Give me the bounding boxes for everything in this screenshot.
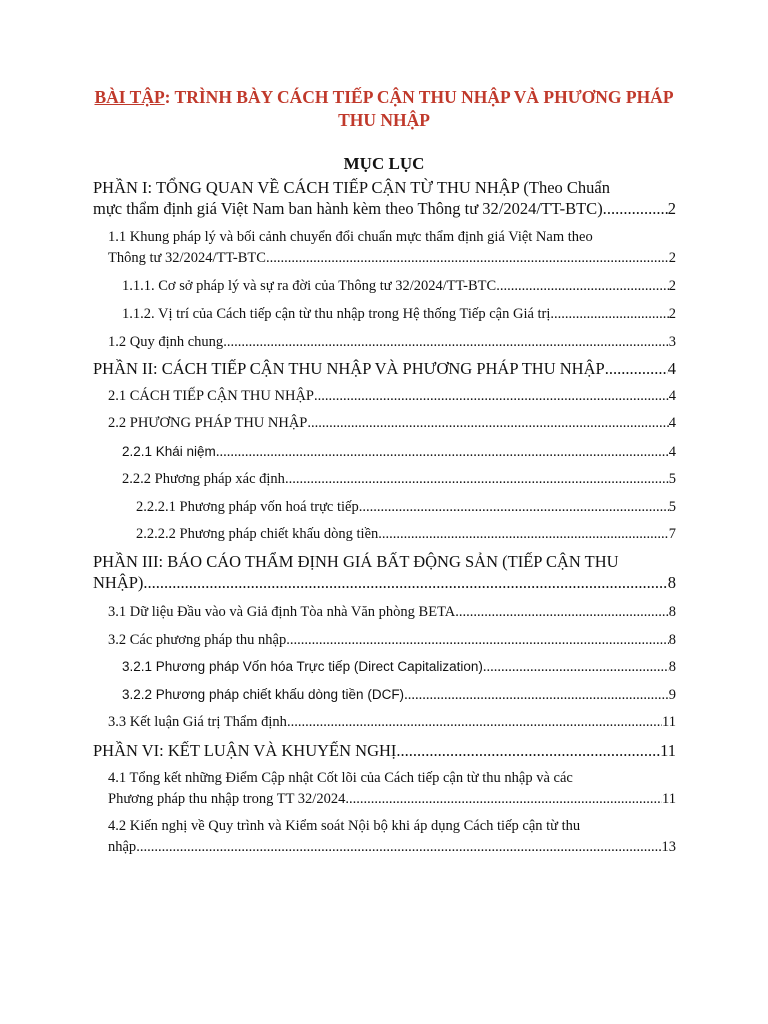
toc-entry-text: 2.1 CÁCH TIẾP CẬN THU NHẬP (108, 388, 314, 404)
toc-entry-text: NHẬP) (93, 573, 144, 592)
toc-entry-text: Phương pháp thu nhập trong TT 32/2024 (108, 791, 346, 807)
toc-entry-text: PHẦN III: BÁO CÁO THẨM ĐỊNH GIÁ BẤT ĐỘNG SẢN (TIẾP CẬN THU (93, 552, 619, 571)
toc-entry-part-3[interactable] (93, 551, 676, 593)
toc-page-number: 8 (667, 573, 676, 592)
toc-entry-text: PHẦN I: TỔNG QUAN VỀ CÁCH TIẾP CẬN TỪ THU NHẬP (Theo Chuẩn (93, 178, 610, 197)
toc-leader-dots (143, 572, 667, 593)
toc-entry-2-2-1[interactable] (122, 441, 676, 463)
toc-leader-dots (605, 358, 668, 379)
toc-leader-dots (286, 630, 669, 651)
toc-page-number: 4 (667, 359, 676, 378)
toc-leader-dots (607, 198, 668, 219)
toc-entry-text: 2.2.2 Phương pháp xác định (122, 471, 285, 487)
toc-page-number: 11 (660, 741, 676, 760)
toc-leader-dots (404, 685, 669, 706)
toc-page-number: 2 (668, 306, 676, 322)
toc-leader-dots (136, 837, 661, 858)
toc-entry-text: 2.2.2.2 Phương pháp chiết khấu dòng tiền (136, 526, 379, 542)
toc-leader-dots (396, 740, 660, 761)
toc-entry-1-1-1[interactable] (122, 276, 676, 297)
toc-page-number: 3 (668, 334, 676, 350)
toc-entry-text: PHẦN II: CÁCH TIẾP CẬN THU NHẬP VÀ PHƯƠNG PHÁP THU NHẬP (93, 359, 605, 378)
toc-page-number: 8 (668, 632, 676, 648)
toc-entry-text: 2.2.2.1 Phương pháp vốn hoá trực tiếp (136, 499, 359, 515)
toc-entry-part-2[interactable] (93, 358, 676, 379)
toc-page-number: 11 (662, 714, 676, 730)
toc-entry-part-1[interactable] (93, 177, 676, 219)
toc-leader-dots (285, 469, 669, 490)
toc-heading: MỤC LỤC (343, 154, 425, 173)
toc-entry-text: 4.1 Tổng kết những Điểm Cập nhật Cốt lõi của Cách tiếp cận từ thu nhập và các (108, 770, 573, 786)
toc-entry-4-1[interactable] (108, 768, 676, 810)
toc-leader-dots (483, 657, 669, 678)
title-prefix: BÀI TẬP (94, 87, 165, 107)
toc-entry-2-2-2-1[interactable] (136, 497, 676, 518)
toc-leader-dots (314, 386, 669, 407)
toc-entry-2-2[interactable] (108, 413, 676, 434)
toc-entry-text: nhập (108, 839, 137, 855)
toc-page-number: 4 (668, 388, 676, 404)
toc-entry-2-1[interactable] (108, 386, 676, 407)
toc-entry-3-1[interactable] (108, 602, 676, 623)
document-title (80, 86, 688, 132)
toc-entry-text: 2.2.1 Khái niệm (122, 444, 216, 459)
toc-leader-dots (455, 602, 669, 623)
toc-leader-dots (550, 304, 668, 325)
toc-entry-text: 1.2 Quy định chung (108, 334, 224, 350)
toc-page-number: 7 (668, 526, 676, 542)
toc-leader-dots (359, 497, 669, 518)
toc-entry-text: 1.1.1. Cơ sở pháp lý và sự ra đời của Thông tư 32/2024/TT-BTC (122, 278, 497, 294)
toc-page-number: 2 (667, 199, 676, 218)
toc-page-number: 11 (662, 791, 676, 807)
toc-page-number: 2 (668, 250, 676, 266)
toc-leader-dots (287, 712, 662, 733)
toc-entry-text: 1.1.2. Vị trí của Cách tiếp cận từ thu nhập trong Hệ thống Tiếp cận Giá trị (122, 306, 551, 322)
toc-leader-dots (266, 248, 669, 269)
toc-page-number: 5 (668, 471, 676, 487)
toc-entry-text: PHẦN VI: KẾT LUẬN VÀ KHUYẾN NGHỊ (93, 741, 397, 760)
toc-entry-text: 3.1 Dữ liệu Đầu vào và Giả định Tòa nhà Văn phòng BETA (108, 604, 456, 620)
toc-entry-text: 3.2.1 Phương pháp Vốn hóa Trực tiếp (Direct Capitalization) (122, 659, 483, 674)
toc-page-number: 13 (661, 839, 676, 855)
toc-entry-2-2-2-2[interactable] (136, 524, 676, 545)
toc-entry-4-2[interactable] (108, 816, 676, 858)
toc-page-number: 5 (668, 499, 676, 515)
toc-entry-text: 1.1 Khung pháp lý và bối cảnh chuyển đổi chuẩn mực thẩm định giá Việt Nam theo (108, 229, 593, 245)
toc-entry-1-2[interactable] (108, 332, 676, 353)
toc-leader-dots (378, 524, 668, 545)
toc-entry-2-2-2[interactable] (122, 469, 676, 490)
toc-page-number: 8 (668, 604, 676, 620)
toc-page-number: 9 (668, 687, 676, 703)
toc-entry-text: Thông tư 32/2024/TT-BTC (108, 250, 266, 266)
toc-page-number: 2 (668, 278, 676, 294)
toc-entry-text: 3.2.2 Phương pháp chiết khấu dòng tiền (DCF) (122, 687, 405, 702)
toc-page-number: 4 (668, 444, 676, 460)
toc-entry-1-1[interactable] (108, 227, 676, 269)
toc-entry-3-3[interactable] (108, 712, 676, 733)
toc-entry-3-2-2[interactable] (122, 684, 676, 706)
toc-entry-text: 3.3 Kết luận Giá trị Thẩm định (108, 714, 287, 730)
toc-leader-dots (345, 789, 662, 810)
toc-entry-3-2[interactable] (108, 630, 676, 651)
title-rest: : TRÌNH BÀY CÁCH TIẾP CẬN THU NHẬP VÀ PHƯƠNG PHÁP THU NHẬP (164, 87, 674, 130)
toc-entry-1-1-2[interactable] (122, 304, 676, 325)
toc-entry-text: mực thẩm định giá Việt Nam ban hành kèm theo Thông tư 32/2024/TT-BTC). (93, 199, 607, 218)
toc-leader-dots (223, 332, 669, 353)
toc-leader-dots (216, 442, 669, 463)
toc-leader-dots (307, 413, 668, 434)
toc-entry-part-6[interactable] (93, 740, 676, 761)
toc-entry-text: 2.2 PHƯƠNG PHÁP THU NHẬP (108, 415, 308, 431)
toc-leader-dots (496, 276, 669, 297)
toc-page-number: 8 (668, 659, 676, 675)
toc-entry-3-2-1[interactable] (122, 656, 676, 678)
toc-page-number: 4 (668, 415, 676, 431)
toc-entry-text: 3.2 Các phương pháp thu nhập (108, 632, 287, 648)
toc-entry-text: 4.2 Kiến nghị về Quy trình và Kiểm soát Nội bộ khi áp dụng Cách tiếp cận từ thu (108, 818, 581, 834)
